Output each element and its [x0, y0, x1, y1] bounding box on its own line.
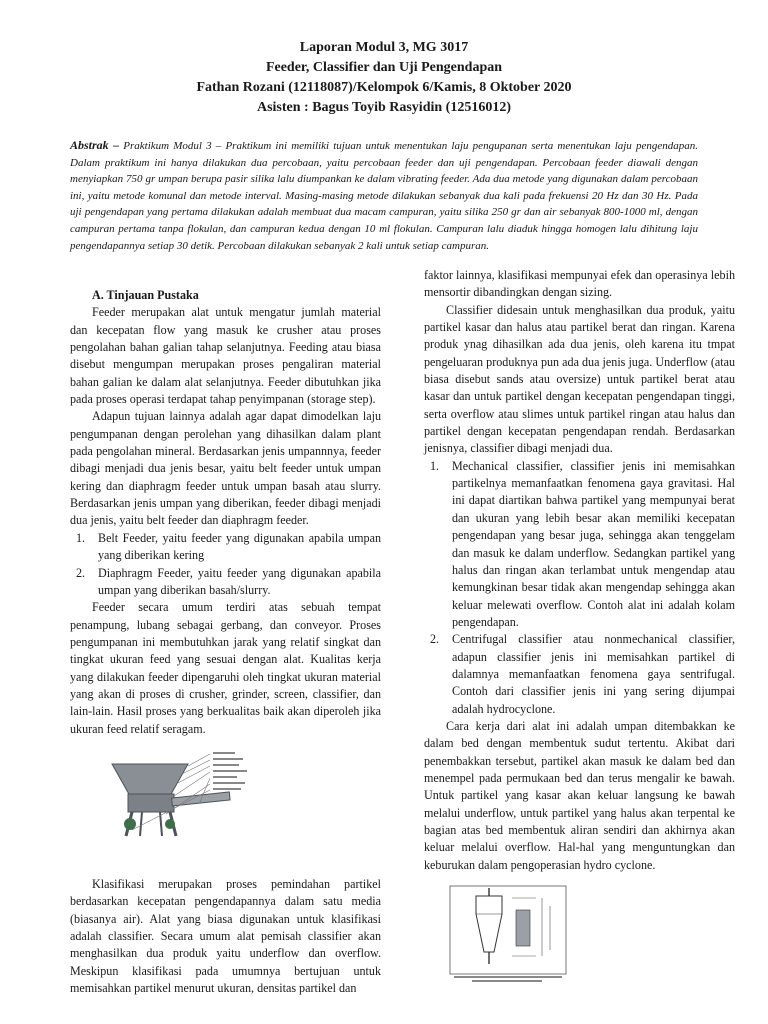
feeder-list [70, 530, 381, 599]
feeder-body [128, 794, 174, 812]
list-text: Mechanical classifier, classifier jenis ini memisahkan partikelnya memanfaatkan fenomena gaya gravitasi. Hal ini dapat diartikan bahwa partikel yang mempunyai berat dan ukuran yang lebih besar akan memiliki kecepatan pengendapan yang besar juga, sehingga akan tenggelam dan masuk ke dalam underflow. Sedangkan partikel yang halus dan ringan akan terlambat untuk mengendap atau kemungkinan besar tidak akan mengendap sehingga akan keluar melewati overflow. Contoh alat ini adalah kolam pengendapan. [452, 458, 735, 629]
left-column [70, 287, 381, 997]
motor-icon [124, 818, 136, 830]
paragraph: Adapun tujuan lainnya adalah agar dapat dimodelkan laju pengumpanan dengan perolehan yang dihasilkan dalam plant pada pengolahan mineral. Berdasarkan jenis umpannnya, feeder dibagi menjadi dua jenis besar, yaitu belt feeder untuk umpan kering dan diaphragm feeder untuk umpan basah atau slurry. Berdasarkan jenis umpan yang diberikan, feeder dibagi menjadi dua jenis, yaitu belt feeder dan diaphragm feeder. [70, 409, 381, 528]
sample-bed [516, 910, 530, 946]
paragraph: Feeder merupakan alat untuk mengatur jumlah material dan kecepatan flow yang masuk ke crusher atau proses pengolahan bahan galian tahap selanjutnya. Feeding atau biasa disebut mengumpan merupakan proses pengaliran material bahan galian ke dalam alat selanjutnya. Feeder dibutuhkan jika pada proses operasi terdapat tahap penyimpanan (storage step). [70, 305, 381, 407]
abstract-lead: Abstrak – [70, 138, 120, 152]
report-subtitle: Feeder, Classifier dan Uji Pengendapan [265, 60, 503, 75]
feeder-hopper [112, 764, 188, 796]
list-item [70, 565, 381, 600]
abstract [70, 137, 698, 254]
report-assistant: Asisten : Bagus Toyib Rasyidin (12516012) [256, 100, 511, 115]
paragraph: faktor lainnya, klasifikasi mempunyai efek dan operasinya lebih mensortir dibandingkan dengan sizing. [424, 268, 735, 300]
list-number: 1. [430, 458, 440, 473]
paragraph: Klasifikasi merupakan proses pemindahan partikel berdasarkan kecepatan pengendapannya dalam satu media (biasanya air). Alat yang biasa digunakan untuk klasifikasi adalah classifier. Secara umum alat pemisah classifier akan menghasilkan dua produk yaitu underflow dan overflow. Meskipun klasifikasi pada umumnya bertujuan untuk memisahkan partikel menurut ukuran, densitas partikel dan [70, 876, 381, 995]
list-text: Belt Feeder, yaitu feeder yang digunakan apabila umpan yang diberikan kering [98, 530, 381, 563]
report-title: Laporan Modul 3, MG 3017 [299, 40, 469, 55]
list-text: Centrifugal classifier atau nonmechanical classifier, adapun classifier jenis ini memisahkan partikel di dalamnya memanfaatkan fenomena gaya sentrifugal. Contoh dari classifier jenis ini yang sering dijumpai adalah hydrocyclone. [452, 632, 735, 716]
list-number: 2. [430, 632, 440, 647]
paragraph: Cara kerja dari alat ini adalah umpan ditembakkan ke dalam bed dengan membentuk sudut tertentu. Akibat dari penembakkan tersebut, partikel akan masuk ke dalam bed dan menempel pada permukaan bed dan terus mengalir ke bawah. Untuk partikel yang kasar akan keluar langsung ke bawah melalui underflow, untuk partikel yang halus akan terpental ke bagian atas bed membentuk aliran sendiri dan akhirnya akan keluar melalui overflow. Hal-hal yang menguntungkan dan keburukan dalam pengoperasian hydro cyclone. [424, 718, 735, 872]
paragraph: Classifier didesain untuk menghasilkan dua produk, yaitu partikel kasar dan halus atau partikel berat dan ringan. Karena produk ynag dihasilkan ada dua jenis, oleh karena itu tmpat pengeluaran produknya pun ada dua jenis juga. Underflow (atau biasa disebut sands atau oversize) untuk partikel berat atau kasar dan untuk partikel dengan kecepatan pengendapan tinggi, serta overflow atau slimes untuk partikel ringan atau halus dan partikel dengan kecepatan pengendapan rendah. Berdasarkan jenisnya, classifier dibagi menjadi dua. [424, 302, 735, 456]
list-item [424, 631, 735, 718]
list-item [70, 530, 381, 565]
figure-caption-lines [454, 976, 562, 982]
report-author: Fathan Rozani (12118087)/Kelompok 6/Kamis, 8 Oktober 2020 [196, 80, 572, 95]
paragraph: Feeder secara umum terdiri atas sebuah tempat penampung, lubang sebagai gerbang, dan conveyor. Proses pengumpanan ini membutuhkan jarak yang relatif singkat dan tingkat ukuran feed yang sesuai dengan alat. Kualitas kerja yang dilakukan feeder dipengaruhi oleh tingkat ukuran material yang akan di proses di crusher, grinder, screen, classifier, dan lain-lain. Hasil proses yang berkualitas baik akan diperoleh jika ukuran feed relatif seragam. [70, 600, 381, 736]
classifier-list [424, 458, 735, 718]
list-number: 2. [76, 565, 86, 580]
hydrocyclone-figure [424, 884, 735, 984]
feeder-figure [70, 744, 381, 844]
figure-legend [213, 752, 247, 790]
list-number: 1. [76, 530, 86, 545]
list-text: Diaphragm Feeder, yaitu feeder yang digunakan apabila umpan yang diberikan basah/slurry. [98, 565, 381, 597]
spacer [70, 844, 381, 876]
section-title: A. Tinjauan Pustaka [92, 288, 199, 302]
right-column [424, 267, 735, 984]
list-item [424, 458, 735, 631]
report-header [0, 38, 768, 118]
abstract-text: Praktikum Modul 3 – Praktikum ini memiliki tujuan untuk menentukan laju pengupanan serta menentukan laju pengendapan. Dalam praktikum ini hanya dilakukan dua percobaan, yaitu percobaan feeder dan uji pengendapan. Percobaan feeder diawali dengan menyiapkan 750 gr umpan berupa pasir silika lalu diumpankan ke dalam vibrating feeder. Ada dua metode yang digunakan dalam percobaan ini, yaitu metode komunal dan metode interval. Masing-masing metode dilakukan sebanyak dua kali pada frekuensi 20 Hz dan 30 Hz. Pada uji pengendapan yang pertama dilakukan adalah membuat dua macam campuran, yaitu silika 250 gr dan air sebanyak 800-1000 ml, dengan campuran pertama tanpa flokulan, dan campuran kedua dengan 10 ml flokulan. Campuran lalu diaduk hingga homogen lalu dihitung laju pengendapannya setiap 30 detik. Percobaan dilakukan sebanyak 2 kali untuk setiap campuran. [70, 140, 698, 252]
